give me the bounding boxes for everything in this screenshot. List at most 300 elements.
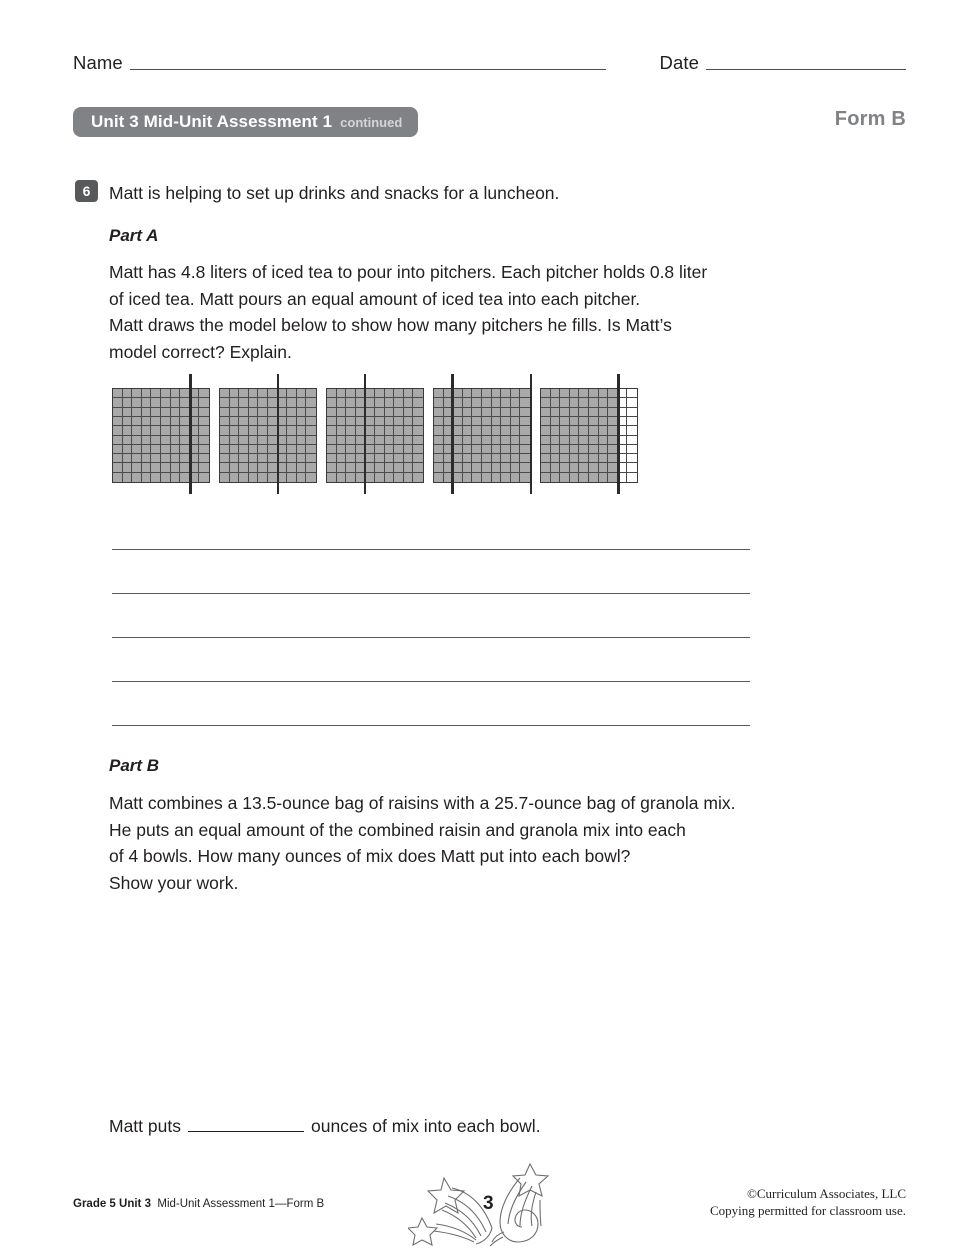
grid-cell [551,398,561,407]
grid-cell [346,408,356,417]
grid-cell [199,408,209,417]
grid-cell [365,436,375,445]
grid-cell [258,436,268,445]
grid-cell [239,417,249,426]
grid-cell [385,473,395,482]
grid-cell [375,436,385,445]
grid-cell [123,398,133,407]
grid-cell [404,473,414,482]
grid-cells [326,388,424,483]
grid-cell [365,463,375,472]
grid-cell [346,473,356,482]
part-a-answer-lines[interactable] [112,549,750,768]
grid-cell [171,389,181,398]
grid-cell [501,463,511,472]
grid-cell [579,463,589,472]
grid-cell [249,454,259,463]
grid-cell [472,436,482,445]
grid-cell [482,408,492,417]
grid-cell [327,436,337,445]
grid-cell [142,445,152,454]
footer-grade-unit: Grade 5 Unit 3 [73,1198,151,1210]
grid-cell [142,398,152,407]
grid-cell [560,473,570,482]
part-b-body [109,790,799,896]
group-divider [189,374,191,494]
decimal-grid [540,374,638,494]
part-b-answer-blank[interactable] [188,1131,304,1132]
grid-cell [453,463,463,472]
grid-cell [327,389,337,398]
answer-line[interactable] [112,725,750,726]
grid-cell [375,408,385,417]
grid-cell [589,417,599,426]
answer-line[interactable] [112,593,750,594]
grid-cell [579,473,589,482]
grid-cell [472,398,482,407]
grid-cell [404,436,414,445]
problem-stem: Matt is helping to set up drinks and snacks for a luncheon. [109,183,560,203]
grid-cell [520,445,530,454]
grid-cell [297,473,307,482]
grid-cell [278,389,288,398]
grid-cell [520,436,530,445]
part-a-heading: Part A [109,226,159,245]
grid-cell [492,417,502,426]
grid-cell [463,426,473,435]
grid-cell [472,426,482,435]
grid-cell [123,463,133,472]
grid-cell [278,398,288,407]
grid-cell [511,445,521,454]
grid-cell [249,463,259,472]
grid-cell [239,463,249,472]
part-a-line: Matt has 4.8 liters of iced tea to pour into pitchers. Each pitcher holds 0.8 liter [109,262,708,282]
name-date-row [73,52,906,74]
grid-cell [501,408,511,417]
grid-cell [113,426,123,435]
grid-cell [413,463,423,472]
grid-cell [278,473,288,482]
grid-cell [579,389,589,398]
grid-cells [112,388,210,483]
grid-cell [230,426,240,435]
grid-cell [123,473,133,482]
grid-cell [385,417,395,426]
grid-cell [453,417,463,426]
grid-cell [220,473,230,482]
footer-assessment: Mid-Unit Assessment 1—Form B [157,1198,325,1210]
grid-cell [579,398,589,407]
grid-cell [434,408,444,417]
grid-cell [413,426,423,435]
grid-cell [258,389,268,398]
grid-cell [541,398,551,407]
group-divider [277,374,279,494]
grid-cell [520,408,530,417]
grid-cell [337,398,347,407]
grid-cell [453,445,463,454]
grid-cell [541,389,551,398]
grid-cell [501,445,511,454]
grid-cell [482,463,492,472]
grid-cell [482,389,492,398]
grid-cell [394,454,404,463]
grid-cell [375,398,385,407]
grid-cell [472,445,482,454]
grid-cell [365,408,375,417]
grid-cell [142,473,152,482]
grid-cell [239,436,249,445]
grid-cell [453,454,463,463]
grid-cell [306,436,316,445]
grid-cell [589,408,599,417]
grid-cell [142,463,152,472]
grid-cell [365,417,375,426]
grid-cell [287,463,297,472]
grid-cell [520,426,530,435]
grid-cell [541,417,551,426]
grid-cell [123,445,133,454]
grid-cell [287,445,297,454]
group-divider [617,374,619,494]
grid-cell [492,454,502,463]
grid-cell [385,426,395,435]
grid-cell [249,417,259,426]
name-label: Name [73,52,123,73]
date-write-in-line[interactable] [706,69,906,70]
grid-cell [199,445,209,454]
grid-cell [375,389,385,398]
grid-cell [560,454,570,463]
grid-cell [161,436,171,445]
grid-cell [151,445,161,454]
grid-cell [551,389,561,398]
grid-cell [327,454,337,463]
grid-cell [142,426,152,435]
grid-cell [151,389,161,398]
grid-cell [306,398,316,407]
answer-line[interactable] [112,681,750,682]
grid-cell [394,473,404,482]
grid-cell [151,398,161,407]
grid-cell [560,408,570,417]
grid-cell [570,436,580,445]
grid-cell [551,454,561,463]
grid-cell [151,436,161,445]
grid-cell [113,417,123,426]
part-b-answer-sentence [109,1116,541,1137]
grid-cell [327,463,337,472]
grid-cell [346,454,356,463]
grid-cell [249,436,259,445]
group-divider [364,374,366,494]
grid-cell [520,473,530,482]
grid-cell [132,389,142,398]
grid-cell [579,417,589,426]
grid-cell [501,389,511,398]
grid-cell [579,436,589,445]
grid-cell [123,417,133,426]
answer-sentence-prefix: Matt puts [109,1116,181,1136]
grid-cell [551,473,561,482]
grid-cell [171,417,181,426]
grid-cell [463,408,473,417]
grid-cell [287,408,297,417]
grid-cell [520,463,530,472]
grid-cell [306,417,316,426]
grid-cell [570,408,580,417]
grid-cell [599,473,609,482]
grid-cell [394,436,404,445]
grid-cell [142,417,152,426]
grid-cell [394,389,404,398]
grid-cell [132,426,142,435]
grid-cell [589,436,599,445]
grid-cell [132,463,142,472]
grid-cell [375,417,385,426]
grid-cell [413,473,423,482]
grid-cell [482,436,492,445]
grid-cell [230,389,240,398]
grid-cell [230,417,240,426]
part-b-heading: Part B [109,756,160,775]
grid-cell [346,445,356,454]
grid-cell [346,463,356,472]
grid-cell [627,389,637,398]
grid-cell [453,389,463,398]
grid-cell [570,426,580,435]
group-divider [451,374,453,494]
grid-cell [287,398,297,407]
grid-cell [297,408,307,417]
grid-cell [278,426,288,435]
grid-cell [627,426,637,435]
grid-cell [306,463,316,472]
grid-cell [472,408,482,417]
grid-cell [463,436,473,445]
grid-cell [551,417,561,426]
grid-cell [239,389,249,398]
decimal-grid [326,374,424,494]
grid-cell [199,426,209,435]
grid-cell [230,398,240,407]
grid-cell [385,436,395,445]
grid-cell [492,408,502,417]
grid-cell [434,398,444,407]
grid-cell [132,398,142,407]
grid-cell [337,463,347,472]
grid-cell [113,454,123,463]
grid-cell [511,389,521,398]
grid-cell [220,426,230,435]
grid-cell [337,426,347,435]
grid-cell [511,473,521,482]
grid-cell [327,445,337,454]
grid-cell [570,473,580,482]
grid-cell [599,436,609,445]
grid-cell [472,417,482,426]
grid-cell [482,454,492,463]
grid-cell [570,398,580,407]
grid-cell [375,463,385,472]
grid-cell [161,454,171,463]
grid-cell [551,408,561,417]
grid-cell [287,417,297,426]
grid-cell [239,473,249,482]
grid-cell [385,463,395,472]
grid-cell [404,426,414,435]
grid-cells [540,388,638,483]
grid-cell [199,436,209,445]
grid-cell [404,389,414,398]
grid-cell [258,417,268,426]
form-label: Form B [834,108,906,130]
grid-cell [142,454,152,463]
grid-cell [501,454,511,463]
grid-cell [570,463,580,472]
grid-cell [287,426,297,435]
grid-cell [346,398,356,407]
decimal-grid [433,374,531,494]
grid-cell [161,389,171,398]
grid-cell [541,463,551,472]
grid-cell [297,389,307,398]
grid-cell [541,436,551,445]
grid-cell [297,398,307,407]
grid-cell [599,463,609,472]
grid-cell [589,445,599,454]
grid-cell [161,417,171,426]
grid-cell [599,417,609,426]
grid-cell [199,473,209,482]
grid-cell [541,445,551,454]
grid-cell [404,454,414,463]
grid-cell [132,445,142,454]
grid-cell [434,436,444,445]
grid-cell [511,426,521,435]
grid-cell [142,408,152,417]
grid-cell [123,408,133,417]
grid-cell [560,445,570,454]
grid-cell [463,417,473,426]
grid-cell [220,463,230,472]
name-write-in-line[interactable] [130,69,606,70]
grid-cell [132,408,142,417]
grid-cell [541,473,551,482]
grid-cell [199,463,209,472]
grid-cell [453,436,463,445]
grid-cell [151,473,161,482]
grid-cell [482,398,492,407]
grid-cell [541,408,551,417]
grid-cell [551,436,561,445]
grid-cell [404,398,414,407]
part-a-body [109,259,799,365]
grid-cell [385,445,395,454]
grid-cell [220,436,230,445]
grid-cell [404,463,414,472]
grid-cell [511,408,521,417]
grid-cell [482,445,492,454]
grid-cell [306,473,316,482]
grid-cell [453,398,463,407]
grid-cell [375,473,385,482]
grid-cell [337,417,347,426]
grid-cell [161,463,171,472]
grid-cell [199,398,209,407]
answer-line[interactable] [112,637,750,638]
grid-cell [434,463,444,472]
part-b-line: Show your work. [109,872,239,893]
grid-cell [287,436,297,445]
grid-cell [627,463,637,472]
grid-cell [258,426,268,435]
grid-cell [385,454,395,463]
grid-cell [394,408,404,417]
assessment-badge [73,107,418,137]
grid-cell [492,436,502,445]
grid-cell [394,417,404,426]
grid-cell [394,445,404,454]
grid-cell [501,426,511,435]
grid-cell [239,426,249,435]
answer-line[interactable] [112,549,750,550]
grid-cell [306,445,316,454]
grid-cell [161,426,171,435]
grid-cell [570,445,580,454]
grid-cell [171,473,181,482]
grid-cell [413,417,423,426]
grid-cell [337,445,347,454]
grid-cell [385,408,395,417]
grid-cell [161,398,171,407]
grid-cell [346,436,356,445]
grid-cell [413,389,423,398]
grid-cell [258,473,268,482]
grid-cell [230,445,240,454]
grid-cell [306,426,316,435]
grid-cell [511,463,521,472]
grid-cell [278,408,288,417]
grid-cell [258,463,268,472]
grid-cell [337,408,347,417]
grid-cell [511,417,521,426]
grid-cell [570,454,580,463]
footer-left [73,1198,324,1210]
part-a-line: of iced tea. Matt pours an equal amount of iced tea into each pitcher. [109,288,641,309]
grid-cell [113,445,123,454]
grid-cell [287,389,297,398]
grid-cell [123,454,133,463]
grid-cell [249,445,259,454]
page-number: 3 [483,1193,494,1214]
grid-cell [482,426,492,435]
grid-cell [627,398,637,407]
grid-cell [199,454,209,463]
grid-cell [171,463,181,472]
grid-cell [278,445,288,454]
grid-cell [327,426,337,435]
grid-cell [394,463,404,472]
grid-cell [589,389,599,398]
grid-cell [627,473,637,482]
grid-cell [258,398,268,407]
grid-cells [219,388,317,483]
grid-cell [258,445,268,454]
grid-cell [249,426,259,435]
grid-cell [472,454,482,463]
